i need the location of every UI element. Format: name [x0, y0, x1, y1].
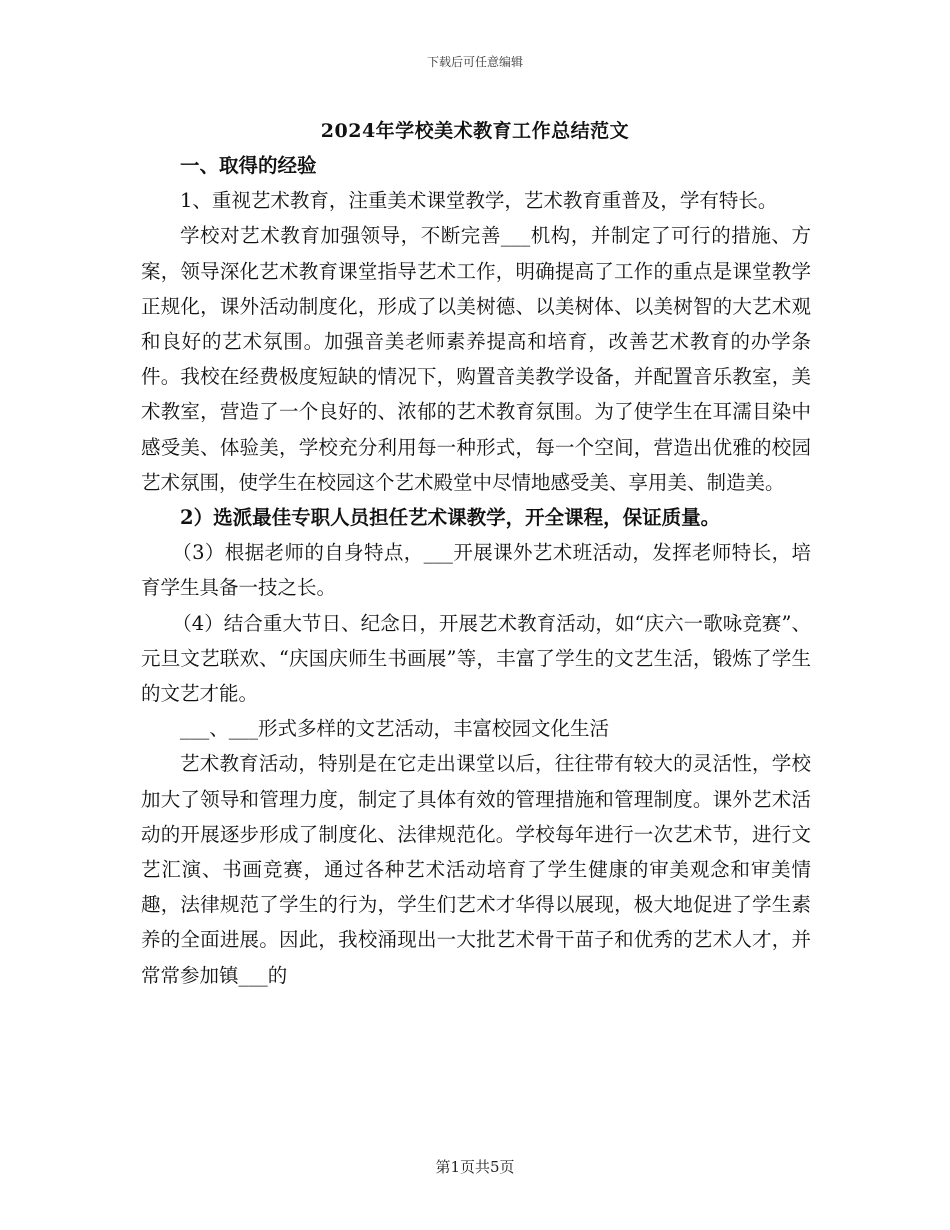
paragraph: 学校对艺术教育加强领导，不断完善___机构，并制定了可行的措施、方案，领导深化艺术教育课堂指导艺术工作，明确提高了工作的重点是课堂教学正规化，课外活动制度化，形成了以美树德、以美树体、以美树智的大艺术观和良好的艺术氛围。加强音美老师素养提高和培育，改善艺术教育的办学条件。我校在经费极度短缺的情况下，购置音美教学设备，并配置音乐教室，美术教室，营造了一个良好的、浓郁的艺术教育氛围。为了使学生在耳濡目染中感受美、体验美，学校充分利用每一种形式，每一个空间，营造出优雅的校园艺术氛围，使学生在校园这个艺术殿堂中尽情地感受美、享用美、制造美。 — [141, 224, 811, 494]
paragraph-bold: 2）选派最佳专职人员担任艺术课教学，开全课程，保证质量。 — [180, 506, 721, 530]
paragraph: （4）结合重大节日、纪念日，开展艺术教育活动，如“庆六一歌咏竞赛”、元旦文艺联欢、“庆国庆师生书画展”等，丰富了学生的文艺生活，锻炼了学生的文艺才能。 — [141, 611, 811, 706]
paragraph: 艺术教育活动，特别是在它走出课堂以后，往往带有较大的灵活性，学校加大了领导和管理力度，制定了具体有效的管理措施和管理制度。课外艺术活动的开展逐步形成了制度化、法律规范化。学校每年进行一次艺术节，进行文艺汇演、书画竞赛，通过各种艺术活动培育了学生健康的审美观念和审美情趣，法律规范了学生的行为，学生们艺术才华得以展现，极大地促进了学生素养的全面进展。因此，我校涌现出一大批艺术骨干苗子和优秀的艺术人才，并常常参加镇___的 — [141, 752, 811, 987]
document-body — [141, 148, 811, 993]
section-heading: 一、取得的经验 — [180, 154, 317, 177]
header-note: 下载后可任意编辑 — [426, 55, 523, 69]
document-title: 2024年学校美术教育工作总结范文 — [320, 120, 630, 142]
paragraph: 1、重视艺术教育，注重美术课堂教学，艺术教育重普及，学有特长。 — [180, 189, 778, 213]
paragraph: （3）根据老师的自身特点，___开展课外艺术班活动，发挥老师特长，培育学生具备一技之长。 — [141, 541, 811, 600]
paragraph: ___、___形式多样的文艺活动，丰富校园文化生活 — [180, 717, 610, 741]
page-footer: 第1页共5页 — [435, 1158, 515, 1176]
